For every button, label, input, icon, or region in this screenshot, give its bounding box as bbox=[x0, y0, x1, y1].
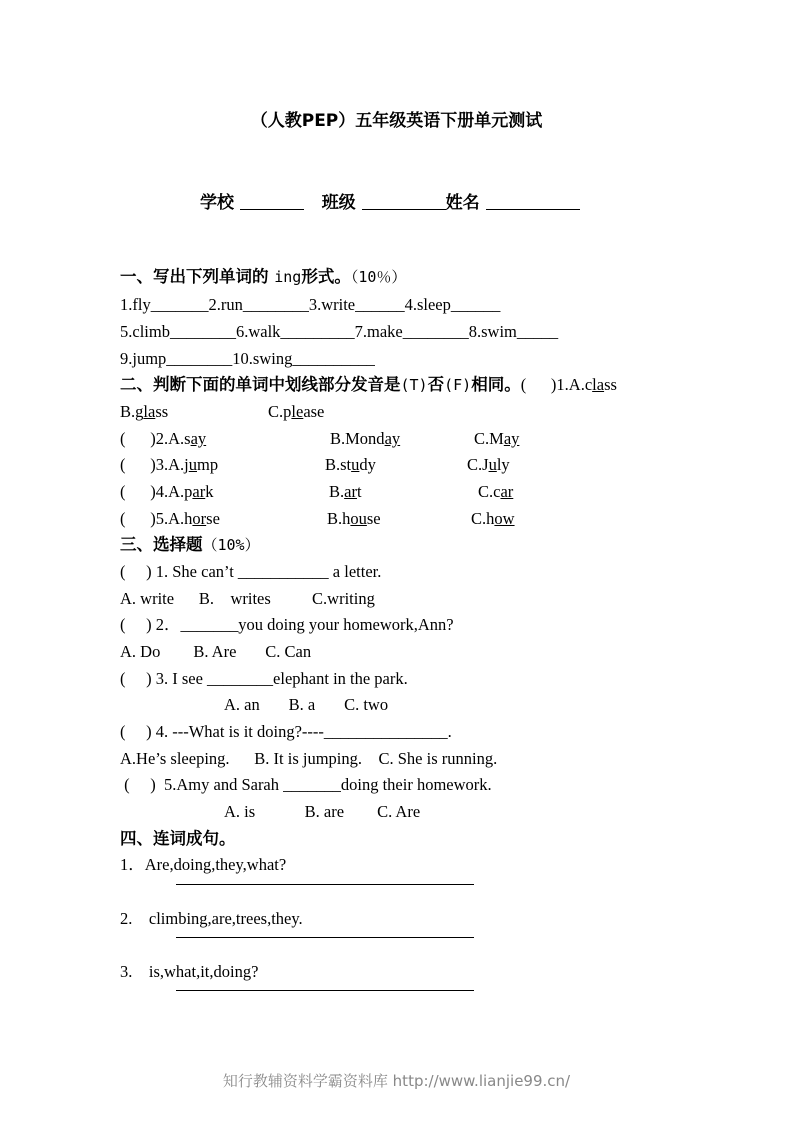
q2-1-b-rest: ss bbox=[155, 402, 169, 421]
section1-heading-ing: ing bbox=[274, 268, 302, 286]
q2-3-b-underline: u bbox=[351, 455, 360, 474]
student-info-row bbox=[200, 188, 580, 213]
q4-3: 3. is,what,it,doing? bbox=[120, 962, 259, 981]
q2-4-b-underline: ar bbox=[344, 482, 357, 501]
q3-2: ( ) 2．_______you doing your homework,Ann? bbox=[120, 615, 454, 634]
q2-3-b-rest: dy bbox=[359, 455, 376, 474]
q2-4-a bbox=[120, 482, 213, 502]
q2-2-b bbox=[330, 429, 400, 449]
q2-4-a-underline: ar bbox=[192, 482, 206, 501]
q2-4-c-pre: C.c bbox=[478, 482, 501, 501]
q2-4-b-rest: t bbox=[356, 482, 362, 501]
q2-3-c-underline: u bbox=[488, 455, 497, 474]
q2-5-c bbox=[471, 509, 515, 529]
q4-2: 2. climbing,are,trees,they. bbox=[120, 909, 303, 928]
class-label: 班级 bbox=[321, 193, 356, 213]
q2-4-c bbox=[478, 482, 513, 502]
q3-5-options: A. is B. are C. Are bbox=[224, 802, 421, 821]
q2-3-a-underline: u bbox=[188, 455, 197, 474]
q2-5-a bbox=[120, 509, 220, 529]
q2-1-c-underline: le bbox=[291, 402, 304, 421]
q2-3-c-pre: C.J bbox=[467, 455, 489, 474]
q2-1-c-rest: ase bbox=[303, 402, 325, 421]
q2-5-c-pre: C.h bbox=[471, 509, 495, 528]
section1-score: （10％） bbox=[350, 268, 407, 286]
q2-4-a-rest: k bbox=[205, 482, 214, 501]
q2-1-a-underline: la bbox=[592, 375, 605, 394]
q2-2-b-underline: ay bbox=[384, 429, 401, 448]
q2-5-b bbox=[327, 509, 381, 529]
q3-2-options: A. Do B. Are C. Can bbox=[120, 642, 312, 661]
q2-3-c bbox=[467, 455, 510, 475]
q4-3-answer-line bbox=[176, 990, 474, 991]
q2-2-c-underline: ay bbox=[503, 429, 520, 448]
q2-3-num: ( )3.A.j bbox=[120, 455, 189, 474]
section1-heading bbox=[120, 267, 406, 287]
q2-3-a bbox=[120, 455, 218, 475]
q2-2-a bbox=[120, 429, 206, 449]
q3-5: ( ) 5.Amy and Sarah _______doing their homework. bbox=[120, 775, 492, 794]
page-title: （人教PEP）五年级英语下册单元测试 bbox=[250, 111, 543, 131]
q2-2-num: ( )2.A.s bbox=[120, 429, 191, 448]
q3-4-options: A.He’s sleeping. B. It is jumping. C. She is running. bbox=[120, 749, 498, 768]
school-blank bbox=[240, 193, 304, 210]
q4-2-answer-line bbox=[176, 937, 474, 938]
q2-3-a-rest: mp bbox=[197, 455, 219, 474]
section2-false-mark: (F) bbox=[444, 376, 472, 394]
q2-1-prefix: ( )1.A.c bbox=[520, 375, 593, 394]
q2-1-options bbox=[120, 402, 168, 422]
q2-5-a-rest: se bbox=[206, 509, 220, 528]
section2-same: 相同。 bbox=[471, 375, 521, 394]
q2-5-b-rest: se bbox=[366, 509, 381, 528]
section1-heading-text: 一、写出下列单词的 bbox=[120, 267, 269, 286]
section2-heading-row bbox=[120, 375, 617, 395]
section2-heading: 二、判断下面的单词中划线部分发音是 bbox=[120, 375, 401, 394]
q2-5-c-underline: ow bbox=[494, 509, 515, 528]
q2-1-b-pre: B.g bbox=[120, 402, 144, 421]
q2-3-b bbox=[325, 455, 376, 475]
section3-score: （10%） bbox=[202, 536, 260, 554]
word-row-1: 1.fly_______2.run________3.write______4.sleep______ bbox=[120, 295, 501, 314]
footer-watermark: 知行教辅资料学霸资料库 http://www.lianjie99.cn/ bbox=[222, 1072, 571, 1090]
section1-heading-form: 形式。 bbox=[301, 267, 351, 286]
q2-4-b bbox=[329, 482, 362, 502]
q2-1-a-rest: ss bbox=[604, 375, 617, 394]
section3-heading bbox=[120, 535, 260, 555]
q2-1-b-underline: la bbox=[143, 402, 156, 421]
q2-5-a-underline: or bbox=[192, 509, 207, 528]
q2-4-b-pre: B. bbox=[329, 482, 345, 501]
section2-true-mark: (T) bbox=[400, 376, 428, 394]
q2-5-b-pre: B.h bbox=[327, 509, 351, 528]
q2-5-b-underline: ou bbox=[350, 509, 367, 528]
q2-2-c-pre: C.M bbox=[474, 429, 504, 448]
q3-3: ( ) 3. I see ________elephant in the park. bbox=[120, 669, 408, 688]
q2-4-c-underline: ar bbox=[500, 482, 514, 501]
q4-1: 1．Are,doing,they,what? bbox=[120, 855, 287, 874]
q3-1-options: A. write B. writes C.writing bbox=[120, 589, 375, 608]
q3-1: ( ) 1. She can’t ___________ a letter. bbox=[120, 562, 382, 581]
q2-3-c-rest: ly bbox=[496, 455, 510, 474]
q2-5-num: ( )5.A.h bbox=[120, 509, 193, 528]
word-row-3: 9.jump________10.swing__________ bbox=[120, 349, 375, 368]
name-blank bbox=[486, 193, 580, 210]
q4-1-answer-line bbox=[176, 884, 474, 885]
q2-2-a-underline: ay bbox=[190, 429, 207, 448]
q2-3-b-pre: B.st bbox=[325, 455, 352, 474]
q2-2-b-pre: B.Mond bbox=[330, 429, 385, 448]
q2-1-option-c bbox=[268, 402, 324, 422]
class-blank bbox=[362, 193, 446, 210]
q2-1-c-pre: C.p bbox=[268, 402, 292, 421]
name-label: 姓名 bbox=[445, 193, 480, 213]
q2-4-num: ( )4.A.p bbox=[120, 482, 193, 501]
school-label: 学校 bbox=[200, 193, 234, 213]
q3-3-options: A. an B. a C. two bbox=[224, 695, 389, 714]
section4-heading: 四、连词成句。 bbox=[120, 829, 236, 848]
q2-2-c bbox=[474, 429, 519, 449]
section2-or: 否 bbox=[427, 375, 445, 394]
section3-heading-text: 三、选择题 bbox=[120, 535, 203, 554]
q3-4: ( ) 4. ---What is it doing?----_______________. bbox=[120, 722, 452, 741]
word-row-2: 5.climb________6.walk_________7.make________8.swim_____ bbox=[120, 322, 559, 341]
